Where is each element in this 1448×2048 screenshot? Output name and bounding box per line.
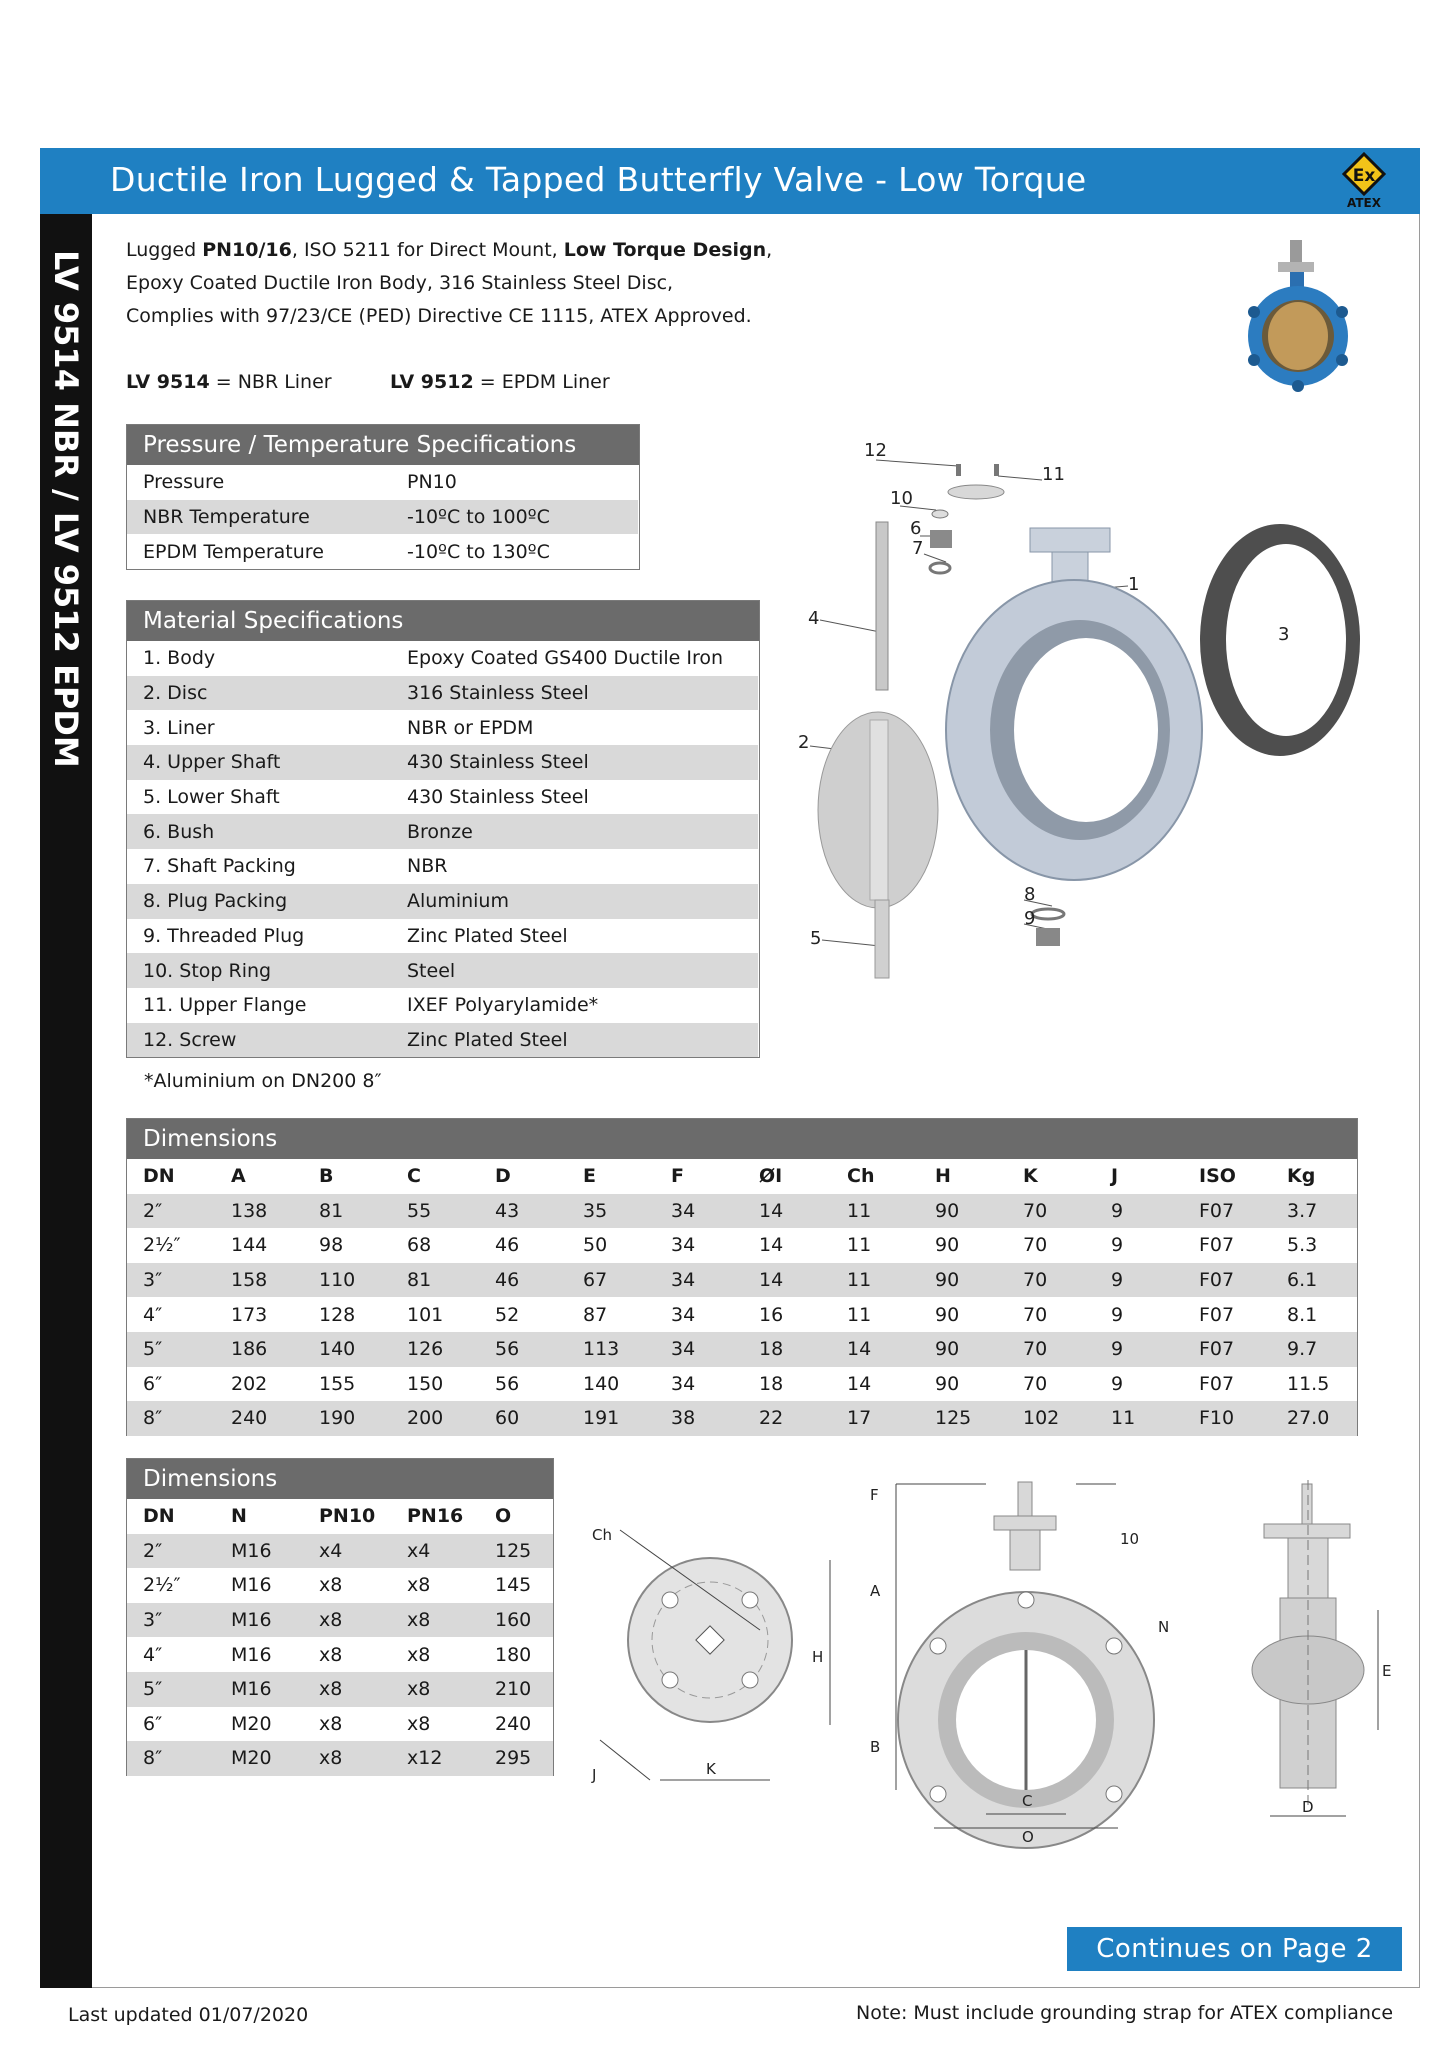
table-cell: 6.1 xyxy=(1271,1263,1357,1298)
table-cell: Bronze xyxy=(391,814,758,849)
table-row xyxy=(127,500,638,535)
material-footnote: *Aluminium on DN200 8″ xyxy=(144,1070,382,1092)
table-cell: x4 xyxy=(391,1534,479,1569)
intro-line-2: Epoxy Coated Ductile Iron Body, 316 Stainless Steel Disc, xyxy=(126,272,674,294)
drawing-label: Ch xyxy=(592,1526,612,1544)
table-cell: F07 xyxy=(1199,1372,1235,1395)
intro-text xyxy=(126,234,772,333)
drawing-label: E xyxy=(1382,1662,1392,1680)
atex-label: ATEX xyxy=(1347,196,1381,210)
table-cell: 70 xyxy=(1007,1194,1095,1229)
flange-dimensions-table xyxy=(126,1458,554,1776)
table-cell: 9 xyxy=(1111,1234,1124,1257)
table-cell: IXEF Polyarylamide* xyxy=(391,988,758,1023)
table-row xyxy=(127,641,758,676)
table-cell: 70 xyxy=(1007,1263,1095,1298)
column-header: ØI xyxy=(743,1159,831,1194)
table-cell: 11.5 xyxy=(1287,1372,1330,1395)
table-cell: 18 xyxy=(759,1372,784,1395)
part-label: 12 xyxy=(864,440,887,461)
table-cell: x8 xyxy=(303,1672,391,1707)
table-cell: F07 xyxy=(1199,1234,1235,1257)
drawing-label: N xyxy=(1158,1618,1170,1636)
table-cell: 56 xyxy=(479,1332,567,1367)
table-cell: M16 xyxy=(231,1643,272,1666)
table-cell: 14 xyxy=(847,1372,872,1395)
table-cell: 4. Upper Shaft xyxy=(127,745,391,780)
column-header: H xyxy=(919,1159,1007,1194)
part-label: 8 xyxy=(1024,884,1036,905)
table-cell: 5″ xyxy=(127,1672,215,1707)
atex-logo xyxy=(1336,152,1392,210)
drawing-label: H xyxy=(812,1648,824,1666)
column-header: D xyxy=(479,1159,567,1194)
table-cell: 87 xyxy=(583,1303,608,1326)
table-cell: 101 xyxy=(407,1303,444,1326)
dimensions-table xyxy=(126,1118,1358,1436)
side-bar-label: LV 9514 NBR / LV 9512 EPDM xyxy=(47,250,85,768)
column-header: Kg xyxy=(1271,1159,1357,1194)
table-cell: 4″ xyxy=(143,1643,163,1666)
table-cell: x8 xyxy=(391,1603,479,1638)
table-cell: 17 xyxy=(831,1401,919,1436)
column-header: F xyxy=(655,1159,743,1194)
column-header: PN16 xyxy=(391,1499,479,1534)
table-cell: 11 xyxy=(847,1234,872,1257)
drawing-label: A xyxy=(870,1582,881,1600)
table-cell: 140 xyxy=(303,1332,391,1367)
table-cell: EPDM Temperature xyxy=(127,534,391,569)
table-cell: Zinc Plated Steel xyxy=(391,1023,758,1058)
table-cell: F07 xyxy=(1183,1194,1271,1229)
table-cell: x4 xyxy=(303,1534,391,1569)
table-cell: 158 xyxy=(215,1263,303,1298)
drawing-label: D xyxy=(1302,1798,1314,1816)
table-row xyxy=(127,1263,1357,1298)
table-cell: 98 xyxy=(319,1234,344,1257)
table-cell: -10ºC to 130ºC xyxy=(391,534,638,569)
table-cell: 68 xyxy=(407,1234,432,1257)
table-cell: M16 xyxy=(215,1603,303,1638)
table-cell: 2″ xyxy=(127,1534,215,1569)
table-cell: 295 xyxy=(479,1741,553,1776)
column-header: PN10 xyxy=(303,1499,391,1534)
table-cell: M20 xyxy=(231,1712,272,1735)
column-header: J xyxy=(1095,1159,1183,1194)
table-cell: 90 xyxy=(919,1332,1007,1367)
table-cell: 6″ xyxy=(143,1372,163,1395)
part-label: 6 xyxy=(910,518,922,539)
table-cell: 6. Bush xyxy=(127,814,391,849)
table-cell: 190 xyxy=(303,1401,391,1436)
part-label: 9 xyxy=(1024,908,1036,929)
table-cell: 113 xyxy=(567,1332,655,1367)
table-cell: 1. Body xyxy=(127,641,391,676)
page-title: Ductile Iron Lugged & Tapped Butterfly Valve - Low Torque xyxy=(110,160,1087,199)
table-cell: 2½″ xyxy=(143,1234,181,1257)
table-cell: Pressure xyxy=(127,465,391,500)
table-cell: 22 xyxy=(743,1401,831,1436)
drawing-label: 10 xyxy=(1120,1530,1140,1548)
column-header: C xyxy=(391,1159,479,1194)
table-cell: x12 xyxy=(391,1741,479,1776)
table-cell: 4″ xyxy=(143,1303,163,1326)
column-header: N xyxy=(215,1499,303,1534)
table-cell: M20 xyxy=(215,1741,303,1776)
table-cell: 90 xyxy=(919,1194,1007,1229)
atex-note: Note: Must include grounding strap for ATEX compliance xyxy=(856,2002,1394,2024)
table-cell: 2″ xyxy=(127,1194,215,1229)
table-row xyxy=(127,676,758,711)
table-cell: 34 xyxy=(671,1372,696,1395)
table-cell: 3. Liner xyxy=(127,710,391,745)
table-cell: 27.0 xyxy=(1271,1401,1357,1436)
table-cell: 46 xyxy=(495,1234,520,1257)
table-cell: 56 xyxy=(495,1372,520,1395)
continues-on-page-2-button[interactable]: Continues on Page 2 xyxy=(1067,1927,1402,1971)
table-cell: 5.3 xyxy=(1287,1234,1318,1257)
table-cell: 160 xyxy=(479,1603,553,1638)
top-view-drawing xyxy=(580,1490,860,1790)
model-epdm: LV 9512 = EPDM Liner xyxy=(390,371,610,393)
table-cell: F07 xyxy=(1183,1332,1271,1367)
table-cell: PN10 xyxy=(391,465,638,500)
drawing-label: K xyxy=(706,1760,716,1778)
table-cell: 46 xyxy=(479,1263,567,1298)
table-cell: 202 xyxy=(231,1372,268,1395)
table-cell: 9 xyxy=(1111,1303,1124,1326)
part-label: 1 xyxy=(1128,574,1140,595)
table-row xyxy=(127,1023,758,1058)
material-spec-table xyxy=(126,600,760,1058)
table-cell: 12. Screw xyxy=(127,1023,391,1058)
part-label: 5 xyxy=(810,928,822,949)
drawing-label: F xyxy=(870,1486,879,1504)
table-cell: 110 xyxy=(303,1263,391,1298)
table-cell: 138 xyxy=(215,1194,303,1229)
table-cell: 240 xyxy=(495,1712,532,1735)
table-row xyxy=(127,1672,553,1707)
table-cell: 38 xyxy=(655,1401,743,1436)
table-row xyxy=(127,1707,553,1742)
table-row xyxy=(127,1332,1357,1367)
table-cell: 5″ xyxy=(127,1332,215,1367)
table-cell: 173 xyxy=(231,1303,268,1326)
intro-line-3: Complies with 97/23/CE (PED) Directive CE 1115, ATEX Approved. xyxy=(126,305,752,327)
table-cell: 11 xyxy=(1095,1401,1183,1436)
table-header-row xyxy=(127,1499,553,1534)
table-cell: F07 xyxy=(1199,1303,1235,1326)
drawing-label: C xyxy=(1022,1792,1033,1810)
table-cell: 3″ xyxy=(127,1263,215,1298)
table-row xyxy=(127,919,758,954)
table-row xyxy=(127,1568,553,1603)
pressure-spec-title: Pressure / Temperature Specifications xyxy=(127,425,639,465)
table-cell: x8 xyxy=(407,1574,431,1597)
dimensions-grid xyxy=(127,1159,1357,1436)
table-header-row xyxy=(127,1159,1357,1194)
drawing-label: B xyxy=(870,1738,881,1756)
table-row xyxy=(127,710,758,745)
table-row xyxy=(127,465,638,500)
table-row xyxy=(127,1194,1357,1229)
table-cell: 90 xyxy=(935,1234,960,1257)
flange-dimensions-grid xyxy=(127,1499,553,1776)
table-cell: NBR or EPDM xyxy=(391,710,758,745)
column-header: K xyxy=(1007,1159,1095,1194)
table-row xyxy=(127,1534,553,1569)
table-cell: NBR Temperature xyxy=(127,500,391,535)
table-cell: 90 xyxy=(935,1372,960,1395)
table-cell: 3.7 xyxy=(1271,1194,1357,1229)
table-cell: 8.1 xyxy=(1287,1303,1318,1326)
table-cell: 5. Lower Shaft xyxy=(127,780,391,815)
table-cell: 35 xyxy=(567,1194,655,1229)
flange-dimensions-title: Dimensions xyxy=(127,1459,553,1499)
table-cell: 70 xyxy=(1023,1303,1048,1326)
model-nbr: LV 9514 = NBR Liner xyxy=(126,371,332,393)
table-cell: x8 xyxy=(319,1712,343,1735)
table-cell: 52 xyxy=(495,1303,520,1326)
table-cell: 50 xyxy=(583,1234,608,1257)
table-cell: 60 xyxy=(479,1401,567,1436)
table-cell: 34 xyxy=(655,1332,743,1367)
table-cell: 140 xyxy=(583,1372,620,1395)
part-label: 3 xyxy=(1278,624,1290,645)
table-cell: NBR xyxy=(391,849,758,884)
table-cell: 240 xyxy=(215,1401,303,1436)
table-cell: 11 xyxy=(831,1263,919,1298)
table-cell: 67 xyxy=(567,1263,655,1298)
side-view-drawing xyxy=(1240,1480,1410,1830)
table-cell: 70 xyxy=(1023,1234,1048,1257)
table-row xyxy=(127,1367,1357,1402)
table-cell: 34 xyxy=(655,1263,743,1298)
table-cell: 55 xyxy=(391,1194,479,1229)
table-row xyxy=(127,745,758,780)
table-cell: 210 xyxy=(479,1672,553,1707)
column-header: ISO xyxy=(1183,1159,1271,1194)
table-cell: 191 xyxy=(567,1401,655,1436)
drawing-label: J xyxy=(592,1766,597,1784)
table-cell: Zinc Plated Steel xyxy=(391,919,758,954)
table-cell: 9 xyxy=(1095,1263,1183,1298)
table-cell: 16 xyxy=(759,1303,784,1326)
table-cell: F07 xyxy=(1183,1263,1271,1298)
column-header: DN xyxy=(127,1499,215,1534)
table-cell: 430 Stainless Steel xyxy=(391,780,758,815)
table-cell: F10 xyxy=(1183,1401,1271,1436)
table-cell: 34 xyxy=(671,1234,696,1257)
table-cell: 9.7 xyxy=(1271,1332,1357,1367)
table-row xyxy=(127,1228,1357,1263)
column-header: Ch xyxy=(831,1159,919,1194)
column-header: E xyxy=(567,1159,655,1194)
table-cell: 2½″ xyxy=(143,1574,181,1597)
table-row xyxy=(127,953,758,988)
table-cell: 81 xyxy=(303,1194,391,1229)
pressure-spec-table xyxy=(126,424,640,570)
table-cell: 18 xyxy=(743,1332,831,1367)
table-cell: 125 xyxy=(479,1534,553,1569)
drawing-label: O xyxy=(1022,1828,1034,1846)
table-cell: 9 xyxy=(1095,1332,1183,1367)
table-row xyxy=(127,780,758,815)
table-cell: 102 xyxy=(1007,1401,1095,1436)
table-cell: 11 xyxy=(831,1194,919,1229)
table-cell: 8. Plug Packing xyxy=(127,884,391,919)
table-cell: x8 xyxy=(319,1643,343,1666)
table-cell: x8 xyxy=(303,1741,391,1776)
table-cell: x8 xyxy=(391,1672,479,1707)
table-cell: 3″ xyxy=(127,1603,215,1638)
dimensions-title: Dimensions xyxy=(127,1119,1357,1159)
table-cell: 9. Threaded Plug xyxy=(127,919,391,954)
table-cell: M16 xyxy=(231,1574,272,1597)
valve-photo xyxy=(1240,236,1360,406)
table-cell: 186 xyxy=(215,1332,303,1367)
table-cell: 8″ xyxy=(127,1401,215,1436)
table-cell: 126 xyxy=(391,1332,479,1367)
table-cell: 11. Upper Flange xyxy=(127,988,391,1023)
material-spec-title: Material Specifications xyxy=(127,601,759,641)
table-cell: x8 xyxy=(319,1574,343,1597)
table-cell: 14 xyxy=(743,1263,831,1298)
table-cell: 180 xyxy=(495,1643,532,1666)
table-row xyxy=(127,1297,1357,1332)
table-cell: 155 xyxy=(319,1372,356,1395)
table-cell: x8 xyxy=(407,1712,431,1735)
table-cell: 90 xyxy=(935,1303,960,1326)
table-row xyxy=(127,884,758,919)
table-row xyxy=(127,988,758,1023)
table-cell: 145 xyxy=(495,1574,532,1597)
table-cell: 9 xyxy=(1111,1372,1124,1395)
table-cell: 6″ xyxy=(143,1712,163,1735)
last-updated: Last updated 01/07/2020 xyxy=(68,2004,309,2026)
table-row xyxy=(127,849,758,884)
table-row xyxy=(127,1741,553,1776)
table-cell: M16 xyxy=(215,1534,303,1569)
table-cell: 90 xyxy=(919,1263,1007,1298)
table-cell: 9 xyxy=(1095,1194,1183,1229)
table-cell: Steel xyxy=(391,953,758,988)
table-cell: 14 xyxy=(743,1194,831,1229)
table-cell: 14 xyxy=(831,1332,919,1367)
table-cell: 128 xyxy=(319,1303,356,1326)
table-cell: 34 xyxy=(671,1303,696,1326)
table-cell: Aluminium xyxy=(391,884,758,919)
column-header: B xyxy=(303,1159,391,1194)
part-label: 11 xyxy=(1042,464,1065,485)
table-cell: 316 Stainless Steel xyxy=(391,676,758,711)
column-header: O xyxy=(479,1499,553,1534)
table-cell: 125 xyxy=(919,1401,1007,1436)
table-cell: 70 xyxy=(1023,1372,1048,1395)
table-cell: 34 xyxy=(655,1194,743,1229)
table-cell: 430 Stainless Steel xyxy=(391,745,758,780)
table-cell: 14 xyxy=(759,1234,784,1257)
part-label: 2 xyxy=(798,732,810,753)
table-row xyxy=(127,1637,553,1672)
table-cell: 81 xyxy=(391,1263,479,1298)
table-cell: 150 xyxy=(407,1372,444,1395)
side-bar-label-box xyxy=(40,250,92,790)
column-header: A xyxy=(215,1159,303,1194)
table-cell: 200 xyxy=(391,1401,479,1436)
table-row xyxy=(127,814,758,849)
table-cell: Epoxy Coated GS400 Ductile Iron xyxy=(391,641,758,676)
table-cell: -10ºC to 100ºC xyxy=(391,500,638,535)
table-cell: 144 xyxy=(231,1234,268,1257)
atex-ex-mark: Ex xyxy=(1352,166,1376,186)
table-cell: x8 xyxy=(303,1603,391,1638)
intro-line-1: Lugged PN10/16, ISO 5211 for Direct Mount, Low Torque Design, xyxy=(126,239,773,261)
table-cell: M16 xyxy=(215,1672,303,1707)
table-cell: 43 xyxy=(479,1194,567,1229)
part-label: 10 xyxy=(890,488,913,509)
part-label: 7 xyxy=(912,538,924,559)
table-cell: 11 xyxy=(847,1303,872,1326)
table-row xyxy=(127,1401,1357,1436)
table-cell: 70 xyxy=(1007,1332,1095,1367)
table-row xyxy=(127,1603,553,1638)
table-row xyxy=(127,534,638,569)
table-cell: 10. Stop Ring xyxy=(127,953,391,988)
part-label: 4 xyxy=(808,608,820,629)
column-header: DN xyxy=(127,1159,215,1194)
table-cell: 8″ xyxy=(127,1741,215,1776)
table-cell: 2. Disc xyxy=(127,676,391,711)
table-cell: x8 xyxy=(407,1643,431,1666)
front-view-drawing xyxy=(866,1470,1196,1850)
exploded-view-drawing xyxy=(780,430,1400,990)
table-cell: 7. Shaft Packing xyxy=(127,849,391,884)
